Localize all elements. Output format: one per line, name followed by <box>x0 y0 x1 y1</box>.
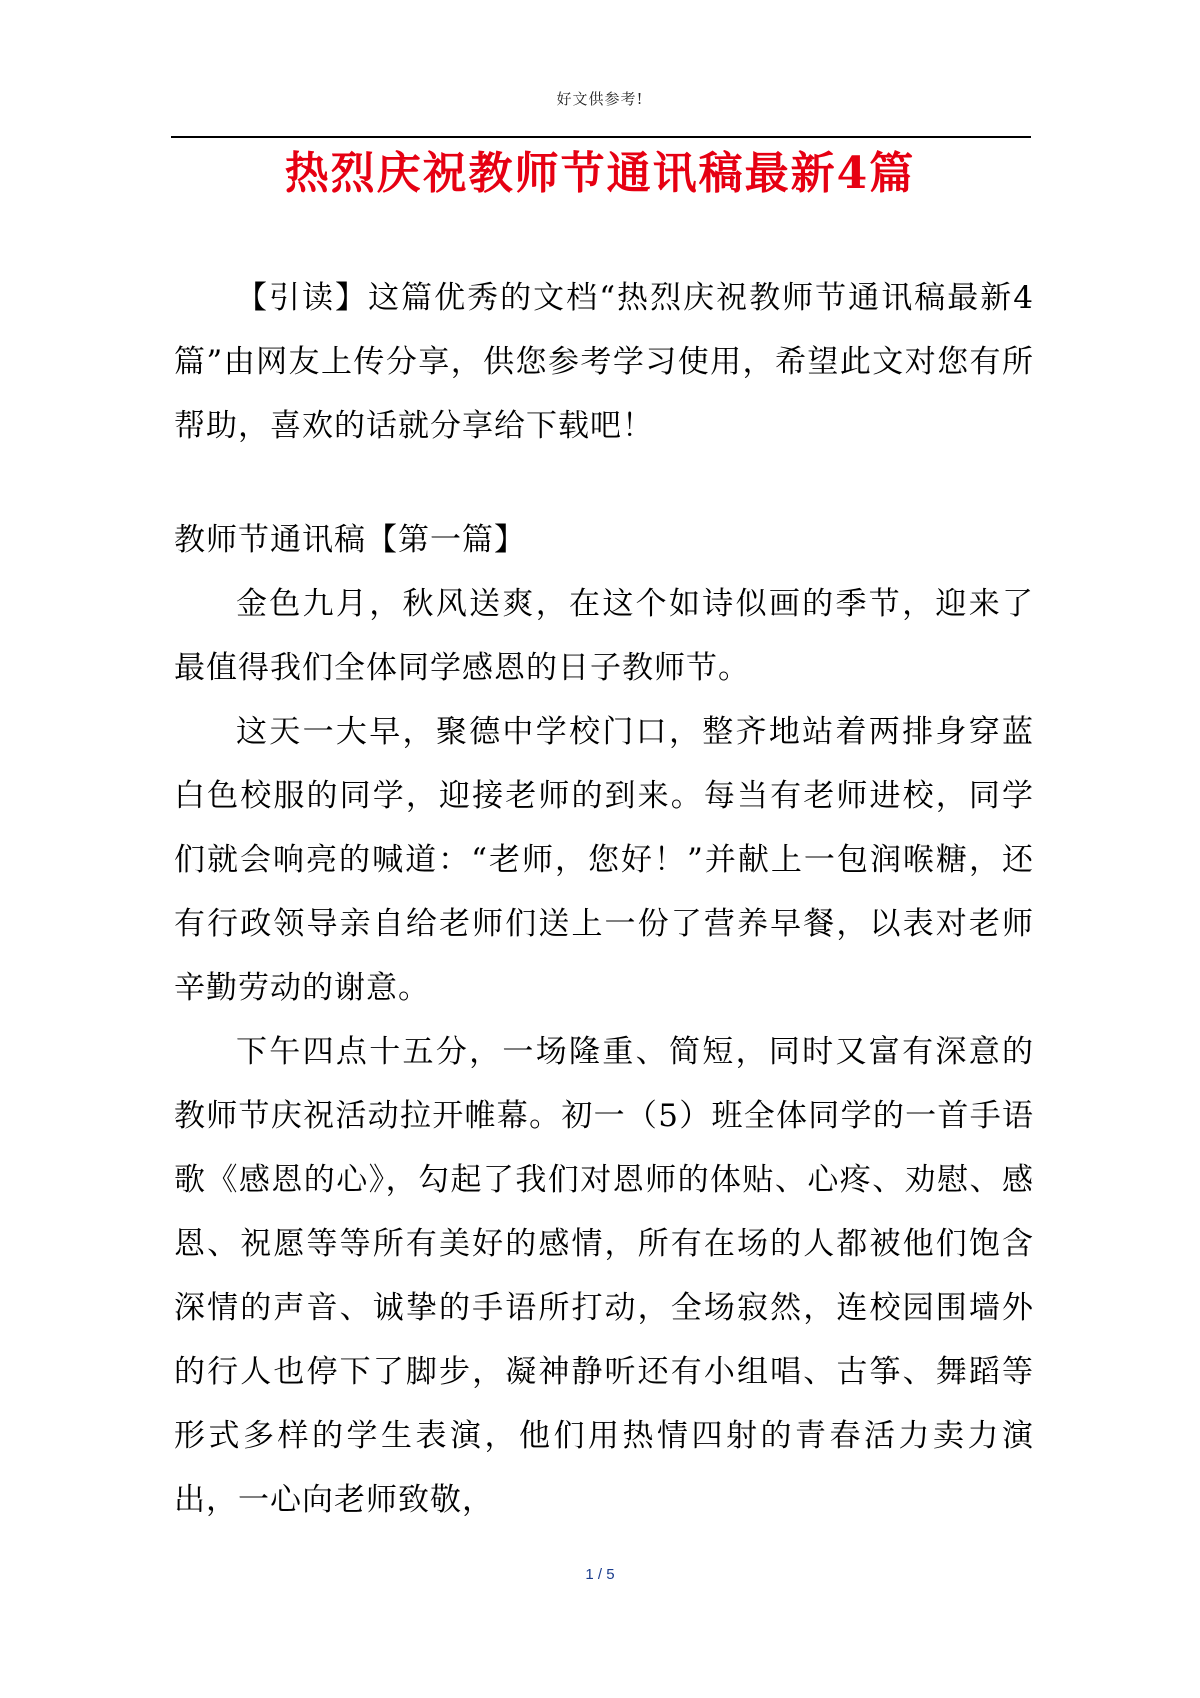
document-title: 热烈庆祝教师节通讯稿最新4篇 <box>284 148 916 199</box>
body-paragraph: 这天一大早，聚德中学校门口，整齐地站着两排身穿蓝白色校服的同学，迎接老师的到来。每当有老师进校，同学们就会响亮的喊道：“老师，您好！”并献上一包润喉糖，还有行政领导亲自给老师们送上一份了营养早餐，以表对老师辛勤劳动的谢意。 <box>174 714 1034 1006</box>
page-number: 1 / 5 <box>585 1566 615 1583</box>
body-paragraph: 金色九月，秋风送爽，在这个如诗似画的季节，迎来了最值得我们全体同学感恩的日子教师节。 <box>174 586 1034 686</box>
body-paragraph: 下午四点十五分，一场隆重、简短，同时又富有深意的教师节庆祝活动拉开帷幕。初一（5）班全体同学的一首手语歌《感恩的心》，勾起了我们对恩师的体贴、心疼、劝慰、感恩、祝愿等等所有美好的感情，所有在场的人都被他们饱含深情的声音、诚挚的手语所打动，全场寂然，连校园围墙外的行人也停下了脚步，凝神静听还有小组唱、古筝、舞蹈等形式多样的学生表演，他们用热情四射的青春活力卖力演出，一心向老师致敬， <box>174 1034 1034 1518</box>
section-heading: 教师节通讯稿【第一篇】 <box>174 522 526 558</box>
document-body <box>174 266 1034 1532</box>
header-divider <box>171 136 1031 138</box>
page-header: 好文供参考! <box>556 90 644 108</box>
intro-paragraph: 【引读】这篇优秀的文档“热烈庆祝教师节通讯稿最新4篇”由网友上传分享，供您参考学习使用，希望此文对您有所帮助，喜欢的话就分享给下载吧！ <box>174 280 1034 444</box>
